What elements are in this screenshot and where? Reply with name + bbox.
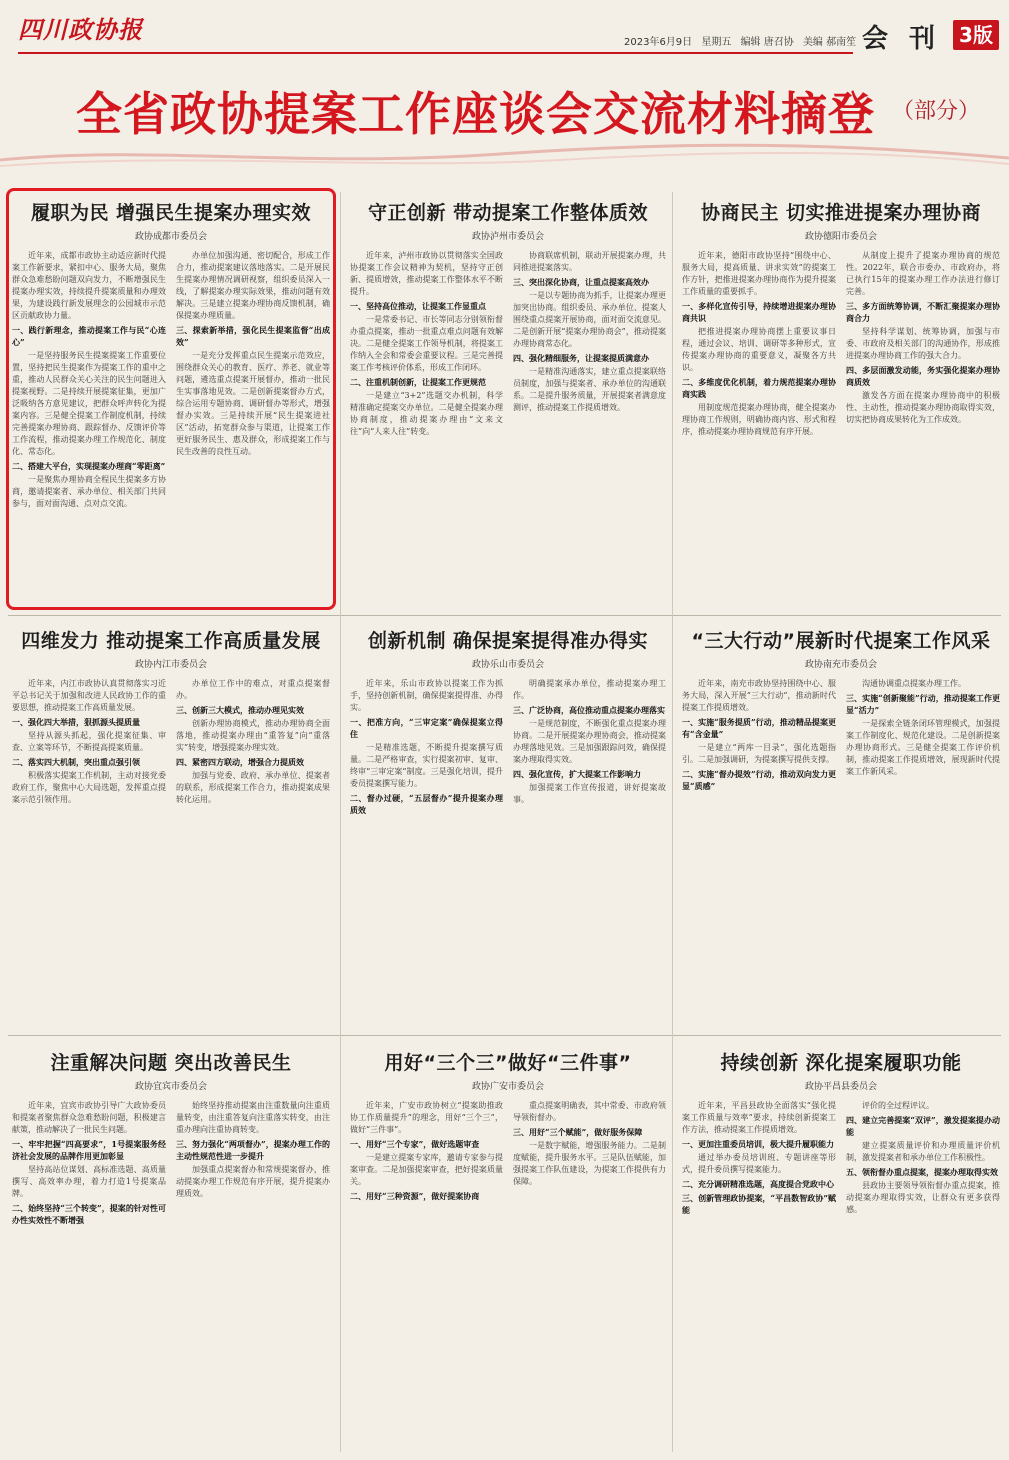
article-column [513,1100,666,1204]
article-subheading: 三、实施“创新聚能”行动，推动提案工作更显“活力” [846,693,1000,715]
article-column [176,1100,330,1228]
article-subheading: 三、探索新举措，强化民生提案监督“出成效” [176,325,330,347]
article-subheading: 四、多层面激发动能，务实强化提案办理协商质效 [846,365,1000,387]
article-paragraph: 近年来，德阳市政协坚持“围绕中心、服务大局，提高质量、讲求实效”的提案工作方针，把推进提案办理协商作为提升提案工作质量的重要抓手。 [682,251,836,296]
highlight-box [6,188,336,610]
row-divider [8,1035,1001,1036]
article-paragraph: 通过举办委员培训班、专题讲座等形式，提升委员撰写提案能力。 [682,1153,836,1174]
article-paragraph: 一是充分发挥重点民生提案示范效应，围绕群众关心的教育、医疗、养老、就业等问题，遴选重点提案开展督办，推动一批民生实事落地见效。二是创新提案督办方式，综合运用专题协商、调研督办等形式，增强督办实效。三是持续开展“民生提案进社区”活动，拓宽群众参与渠道，让提案工作更好服务民生、惠及群众，形成提案工作与民生改善的良性互动。 [176,351,330,456]
article-subheading: 三、广泛协商，高位推动重点提案办理落实 [513,705,665,715]
masthead-rule [18,52,853,54]
editor: 编辑 唐召协 [740,37,794,48]
article-paragraph: 一是建立“两库一目录”，强化选题指引。二是加强调研，为提案撰写提供支撑。 [682,743,836,764]
article-body [350,678,666,818]
article-paragraph: 评价的全过程评议。 [862,1101,934,1110]
article-paragraph: 坚持科学谋划、统筹协调，加强与市委、市政府及相关部门的沟通协作，形成推进提案办理协商工作的强大合力。 [846,327,1000,360]
article-paragraph: 近年来，内江市政协认真贯彻落实习近平总书记关于加强和改进人民政协工作的重要思想，推动提案工作高质量发展。 [12,679,166,712]
article-luzhou [350,198,666,608]
article-subheading: 一、更加注重委员培训，极大提升履职能力 [682,1139,834,1149]
article-paragraph: 积极落实提案工作机制，主动对接党委政府工作，聚焦中心大局选题，发挥重点提案示范引领作用。 [12,771,166,804]
article-guangan [350,1048,666,1452]
article-column [513,678,666,818]
masthead [0,0,1009,58]
article-body [12,1100,330,1228]
article-paragraph: 一是建立提案专家库，邀请专家参与提案审查。二是加强提案审查，把好提案质量关。 [350,1153,503,1186]
column-divider [672,192,673,1452]
article-paragraph: 一是精准选题，不断提升提案撰写质量。二是严格审查，实行提案初审、复审、终审“三审定案”制度。三是强化培训，提升委员提案撰写能力。 [350,743,503,788]
article-deyang [682,198,1000,608]
article-column [350,1100,503,1204]
article-paragraph: 一是规范制度，不断强化重点提案办理协商。二是开展提案办理协商会，推动提案办理落地见效。三是加强跟踪问效，确保提案办理取得实效。 [513,719,666,764]
article-column [682,1100,836,1218]
article-nanchong [682,626,1000,1030]
article-paragraph: 用制度规范提案办理协商，健全提案办理协商工作规则，明确协商内容、形式和程序，推动提案办理协商规范有序开展。 [682,403,836,436]
article-column [176,678,330,808]
article-subheading: 一、把准方向，“三审定案”确保提案立得住 [350,717,503,739]
article-subheading: 一、践行新理念，推动提案工作与民“心连心” [12,325,166,347]
article-byline: 政协广安市委员会 [471,1082,544,1092]
decorative-wave [0,140,1009,170]
article-paragraph: 加强提案工作宣传报道，讲好提案故事。 [513,783,666,804]
issue-weekday: 星期五 [701,37,732,48]
column-divider [340,192,341,1452]
page-headline-sub: （部分） [892,99,981,124]
article-paragraph: 近年来，广安市政协树立“提案助推政协工作质量提升”的理念，用好“三个三”，做好“三件事”。 [350,1101,503,1134]
article-paragraph: 明确提案承办单位，推动提案办理工作。 [513,679,666,700]
article-paragraph: 加强与党委、政府、承办单位、提案者的联系，形成提案工作合力，推动提案成果转化运用。 [176,771,330,804]
article-column [846,678,1000,794]
article-paragraph: 一是精准沟通落实，建立重点提案联络员制度，加强与提案者、承办单位的沟通联系。二是提升服务质量，开展提案者满意度测评，推动提案工作提质增效。 [513,367,666,412]
newspaper-logo: 四川政协报 [18,15,143,44]
article-byline: 政协泸州市委员会 [471,232,544,242]
article-paragraph: 一是聚焦办理协商全程民生提案多方协商，邀请提案者、承办单位、相关部门共同参与，面对面沟通、点对点交流。 [12,475,166,508]
article-subheading: 二、用好“三种资源”，做好提案协商 [350,1191,480,1201]
article-pingchang [682,1048,1000,1452]
article-byline: 政协德阳市委员会 [804,232,877,242]
issue-date: 2023年6月9日 [624,37,693,48]
article-paragraph: 近年来，南充市政协坚持围绕中心、服务大局，深入开展“三大行动”，推动新时代提案工作提质增效。 [682,679,836,712]
designer: 美编 郝南笙 [802,37,857,48]
article-subheading: 二、搭建大平台，实现提案办理商“零距离” [12,461,166,471]
article-subheading: 一、牢牢把握“四高要求”，1号提案服务经济社会发展的品牌作用更加彰显 [12,1139,166,1161]
article-title: 履职为民 增强民生提案办理实效 [30,202,312,224]
dateline [624,33,862,48]
page-number-badge: 3版 [953,20,999,50]
article-paragraph: 重点提案明确表，其中常委、市政府领导领衔督办。 [513,1101,666,1122]
article-paragraph: 建立提案质量评价和办理质量评价机制，激发提案者和承办单位工作积极性。 [846,1141,1000,1162]
article-paragraph: 近年来，平昌县政协全面落实“强化提案工作质量与效率”要求，持续创新提案工作方法，推动提案工作提质增效。 [682,1101,836,1134]
article-paragraph: 一是常委书记、市长等同志分别领衔督办重点提案，推动一批重点难点问题有效解决。二是健全提案工作领导机制，将提案工作纳入全会和常委会重要议程。三是完善提案工作考核评价体系，形成工作闭环。 [350,315,503,372]
section-name: 会 刊 [862,24,942,54]
article-paragraph: 把推进提案办理协商摆上重要议事日程，通过会议、培训、调研等多种形式，宣传提案办理协商的重要意义，凝聚各方共识。 [682,327,836,372]
article-column [12,678,166,808]
article-paragraph: 近年来，泸州市政协以贯彻落实全国政协提案工作会议精神为契机，坚持守正创新、提质增效，推动提案工作整体水平不断提升。 [350,251,503,296]
article-byline: 政协乐山市委员会 [471,660,544,670]
article-title: 用好“三个三”做好“三件事” [384,1052,632,1074]
article-paragraph: 一是建立“3+2”选题交办机制，科学精准确定提案交办单位。二是健全提案办理协商制度，推动提案办理由“文来文往”向“人来人往”转变。 [350,391,503,436]
article-paragraph: 始终坚持推动提案由注重数量向注重质量转变，由注重答复向注重落实转变，由注重办理向注重协商转变。 [176,1101,330,1134]
article-subheading: 四、紧密四方联动，增强合力提质效 [176,757,304,767]
article-title: “三大行动”展新时代提案工作风采 [691,630,991,652]
article-column [846,1100,1000,1218]
article-paragraph: 加强重点提案督办和常规提案督办，推动提案办理工作规范有序开展，提升提案办理质效。 [176,1165,330,1198]
article-subheading: 四、强化精细服务，让提案提质满意办 [513,353,649,363]
article-column [350,250,503,440]
article-subheading: 二、落实四大机制，突出重点强引领 [12,757,140,767]
article-subheading: 三、创新三大模式，推动办理见实效 [176,705,304,715]
article-subheading: 三、多方面统筹协调，不断汇聚提案办理协商合力 [846,301,1000,323]
article-yibin [12,1048,330,1452]
article-body [682,1100,1000,1218]
article-subheading: 三、创新管理政协提案，“平昌数智政协”赋能 [682,1193,836,1215]
article-subheading: 五、领衔督办重点提案，提案办理取得实效 [846,1167,998,1177]
article-body [682,678,1000,794]
article-subheading: 二、始终坚持“三个转变”，提案的针对性可办性实效性不断增强 [12,1203,166,1225]
article-subheading: 二、督办过硬，“五层督办”提升提案办理质效 [350,793,503,815]
article-title: 持续创新 深化提案履职功能 [720,1052,962,1074]
article-byline: 政协南充市委员会 [804,660,877,670]
article-column [682,250,836,440]
article-subheading: 一、坚持高位推动，让提案工作显重点 [350,301,486,311]
article-byline: 政协内江市委员会 [134,660,207,670]
article-paragraph: 近年来，宜宾市政协引导广大政协委员和提案者聚焦群众急难愁盼问题，积极建言献策，推动解决了一批民生问题。 [12,1101,166,1134]
article-subheading: 二、注重机制创新，让提案工作更规范 [350,377,486,387]
article-byline: 政协宜宾市委员会 [134,1082,207,1092]
article-subheading: 一、多样化宣传引导，持续增进提案办理协商共识 [682,301,836,323]
article-paragraph: 一是数字赋能，增强服务能力。二是制度赋能，提升服务水平。三是队伍赋能，加强提案工作队伍建设，为提案工作提供有力保障。 [513,1141,666,1186]
article-paragraph: 一是探索全链条闭环管理模式，加强提案工作制度化、规范化建设。二是创新提案办理协商形式。三是健全提案工作评价机制，推动提案工作提质增效，展现新时代提案工作新风采。 [846,719,1000,776]
article-paragraph: 坚持从源头抓起，强化提案征集、审查、立案等环节，不断提高提案质量。 [12,731,166,752]
article-paragraph: 创新办理协商模式，推动办理协商全面落地，推动提案办理由“重答复”向“重落实”转变，增强提案办理实效。 [176,719,330,752]
article-paragraph: 从制度上提升了提案办理协商的规范性。2022年，联合市委办、市政府办，将已执行15年的提案办理工作办法进行修订完善。 [846,251,1000,296]
page-headline: 全省政协提案工作座谈会交流材料摘登 [76,87,875,141]
article-paragraph: 县政协主要领导领衔督办重点提案，推动提案办理取得实效，让群众有更多获得感。 [846,1181,1000,1214]
article-subheading: 三、用好“三个赋能”，做好服务保障 [513,1127,643,1137]
article-column [682,678,836,794]
article-subheading: 二、充分调研精准选题，高度提合党政中心 [682,1179,834,1189]
article-subheading: 四、强化宣传，扩大提案工作影响力 [513,769,641,779]
article-leshan [350,626,666,1030]
article-subheading: 三、努力强化“两项督办”，提案办理工作的主动性规范性进一步提升 [176,1139,330,1161]
row-divider [8,615,1001,616]
article-body [350,250,666,440]
article-title: 守正创新 带动提案工作整体质效 [367,202,649,224]
article-byline: 政协平昌县委员会 [804,1082,877,1092]
article-paragraph: 一是坚持服务民生提案提案工作重要位置，坚持把民生提案作为提案工作的重中之重，推动人民群众关心关注的民生问题进入提案视野。二是持续开展提案征集，更加广泛吸纳各方意见建议，把群众呼声转化为提案内容。三是健全提案工作制度机制，持续完善提案办理协商、跟踪督办、反馈评价等工作流程，推动提案办理工作规范化、制度化、常态化。 [12,351,166,456]
article-column [350,678,503,818]
article-subheading: 一、用好“三个专家”，做好选题审查 [350,1139,480,1149]
article-paragraph: 办单位加强沟通、密切配合，形成工作合力，推动提案建议落地落实。二是开展民生提案办理情况调研视察，组织委员深入一线，了解提案办理实际效果，推动问题有效解决。三是建立提案办理协商反馈机制，确保提案办理质量。 [176,251,330,320]
article-body [682,250,1000,440]
article-paragraph: 一是以专题协商为抓手，让提案办理更加突出协商。组织委员、承办单位、提案人围绕重点提案开展协商，面对面交流意见。二是创新开展“提案办理协商会”，推动提案办理协商常态化。 [513,291,666,348]
article-paragraph: 近年来，成都市政协主动适应新时代提案工作新要求，紧扣中心、服务大局，聚焦群众急难愁盼问题双向发力，不断增强民生提案办理实效，持续提升提案质量和办理效果，为建设践行新发展理念的公园城市示范区贡献政协力量。 [12,251,166,320]
article-byline: 政协成都市委员会 [134,232,207,242]
article-title: 协商民主 切实推进提案办理协商 [700,202,982,224]
article-title: 创新机制 确保提案提得准办得实 [367,630,649,652]
article-paragraph: 沟通协调重点提案办理工作。 [862,679,966,688]
article-paragraph: 近年来，乐山市政协以提案工作为抓手，坚持创新机制，确保提案提得准、办得实。 [350,679,503,712]
article-title: 四维发力 推动提案工作高质量发展 [21,630,321,652]
article-paragraph: 激发各方面在提案办理协商中的积极性、主动性，推动提案办理协商取得实效，切实把协商成果转化为工作成效。 [846,391,1000,424]
article-paragraph: 协商联席机制，联动开展提案办理，共同推进提案落实。 [513,251,666,272]
article-column [846,250,1000,440]
article-body [12,678,330,808]
article-column [513,250,666,440]
article-subheading: 一、强化四大举措，狠抓源头提质量 [12,717,140,727]
article-subheading: 三、突出深化协商，让重点提案高效办 [513,277,649,287]
article-neijiang [12,626,330,1030]
article-column [12,1100,166,1228]
article-subheading: 一、实施“服务提质”行动，推动精品提案更有“含金量” [682,717,836,739]
article-subheading: 四、建立完善提案“双评”，激发提案提办动能 [846,1115,1000,1137]
article-title: 注重解决问题 突出改善民生 [50,1052,292,1074]
article-body [350,1100,666,1204]
article-paragraph: 坚持高站位谋划、高标准选题、高质量撰写、高效率办理，着力打造1号提案品牌。 [12,1165,166,1198]
article-subheading: 二、多维度优化机制，着力规范提案办理协商实践 [682,377,836,399]
article-paragraph: 办单位工作中的难点，对重点提案督办。 [176,679,330,700]
article-subheading: 二、实施“督办提效”行动，推动双向发力更显“质感” [682,769,836,791]
